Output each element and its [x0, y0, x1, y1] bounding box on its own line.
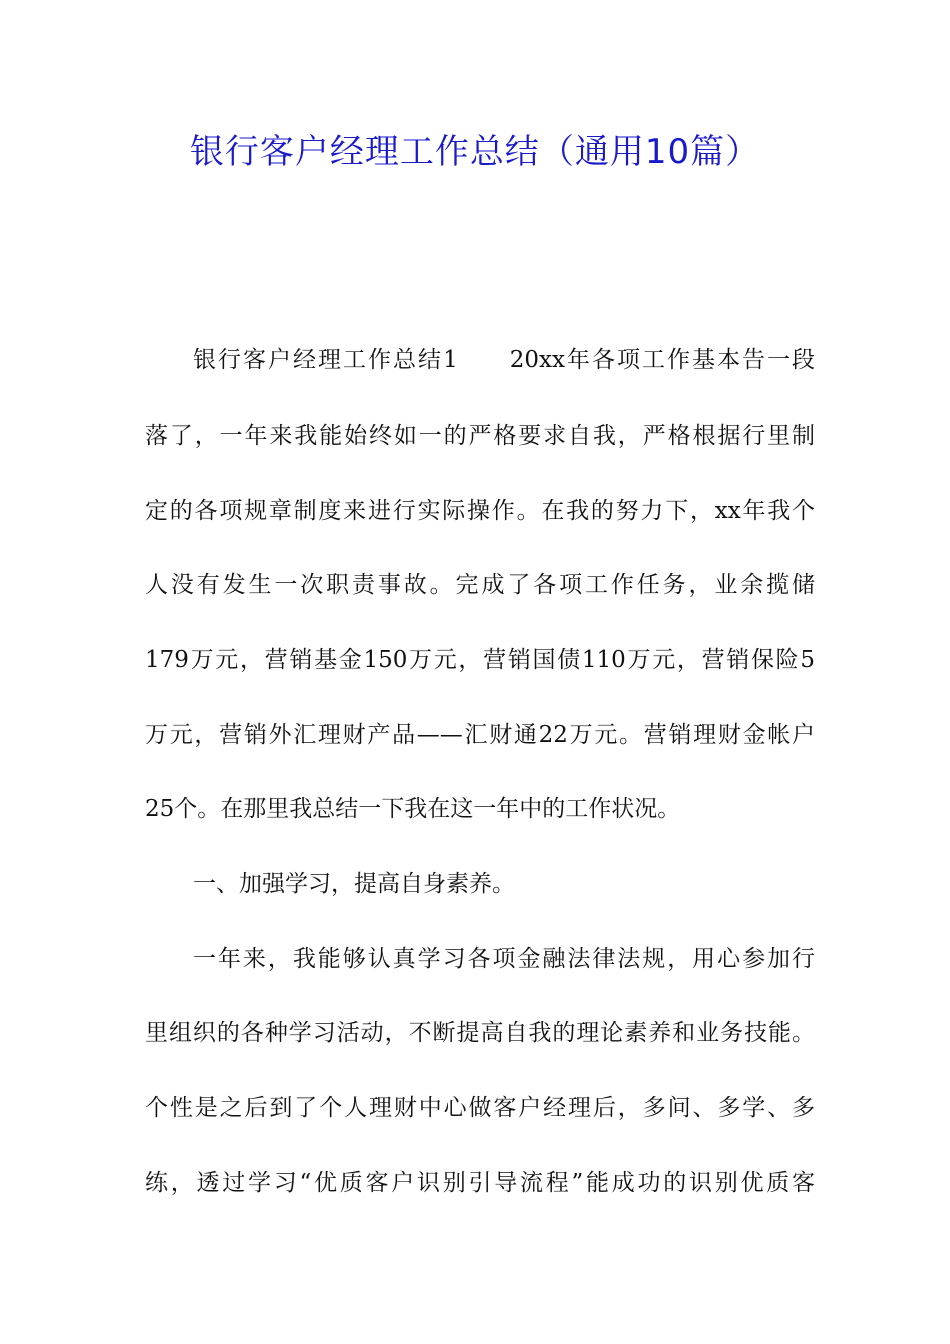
paragraph-line: 万元，营销外汇理财产品——汇财通22万元。营销理财金帐户: [145, 722, 815, 748]
paragraph-line: 一年来，我能够认真学习各项金融法律法规，用心参加行: [193, 946, 815, 972]
paragraph-line: 人没有发生一次职责事故。完成了各项工作任务，业余揽储: [145, 572, 815, 598]
document-title: 银行客户经理工作总结（通用10篇）: [189, 132, 761, 172]
paragraph-line: 179万元，营销基金150万元，营销国债110万元，营销保险5: [145, 647, 815, 673]
paragraph-line: 定的各项规章制度来进行实际操作。在我的努力下，xx年我个: [145, 498, 815, 524]
paragraph-line: 里组织的各种学习活动，不断提高自我的理论素养和业务技能。: [145, 1020, 815, 1046]
paragraph-line: 个性是之后到了个人理财中心做客户经理后，多问、多学、多: [145, 1095, 815, 1121]
paragraph-line: 25个。在那里我总结一下我在这一年中的工作状况。: [145, 796, 681, 822]
paragraph-line: 银行客户经理工作总结1 20xx年各项工作基本告一段: [193, 347, 815, 373]
paragraph-line: 练，透过学习“优质客户识别引导流程”能成功的识别优质客: [145, 1170, 815, 1196]
section-heading: 一、加强学习，提高自身素养。: [193, 871, 515, 897]
paragraph-line: 落了，一年来我能始终如一的严格要求自我，严格根据行里制: [145, 423, 815, 449]
